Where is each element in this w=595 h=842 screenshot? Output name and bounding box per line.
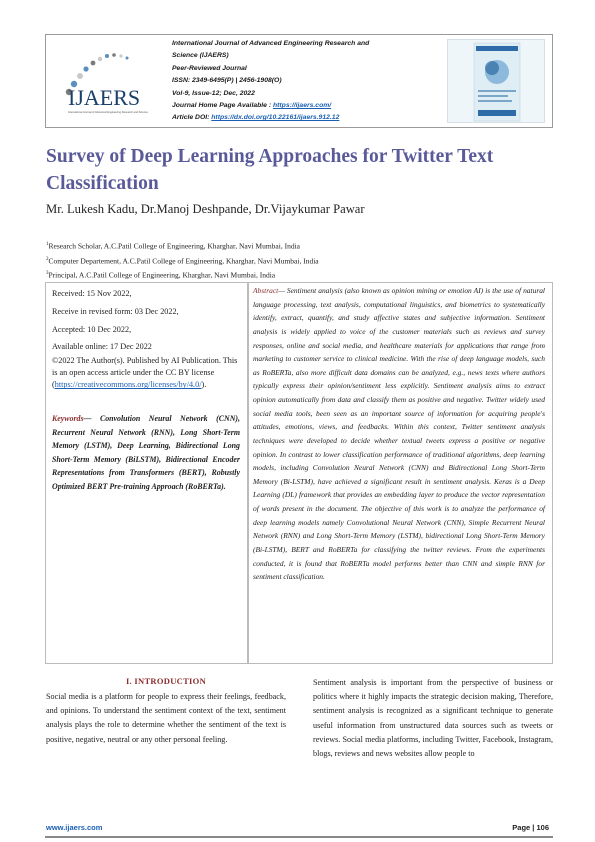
received-date: Received: 15 Nov 2022, [52, 289, 132, 298]
keywords-label: Keywords [52, 414, 84, 423]
paper-authors: Mr. Lukesh Kadu, Dr.Manoj Deshpande, Dr.Vijaykumar Pawar [46, 202, 365, 216]
introduction-column-2: Sentiment analysis is important from the perspective of business or politics where it highly impacts the strategic decision making, Therefore, sentiment analysis is recognized as a significant technique to generate useful information from unstructured data sources such as tweets or reviews. Social media platforms, including Twitter, Facebook, Instagram, blogs, reviews and news websites allow people to [313, 678, 553, 759]
affiliation-item: $^2$Computer Departement, A.C.Patil College of Engineering, Kharghar, Navi Mumbai, India [46, 256, 319, 266]
doi-link[interactable]: https://dx.doi.org/10.22161/ijaers.912.12 [211, 114, 340, 122]
footer-divider [45, 836, 553, 838]
introduction-column-1: Social media is a platform for people to express their feelings, feedback, and opinions. To understand the sentiment context of the text, sentiment analysis plays the role to determine whether the sentiment of the text is positive, negative, neutral or any other personal feeling. [46, 692, 286, 744]
journal-info [172, 38, 442, 125]
license-text: ©2022 The Author(s). Published by AI Publication. This is an open access article under the CC BY license [52, 356, 238, 378]
doi-label: Article DOI: [172, 114, 212, 122]
accepted-date: Accepted: 10 Dec 2022, [52, 324, 132, 334]
keywords-text: — Convolution Neural Network (CNN), Recurrent Neural Network (RNN), Long Short-Term Memory (LSTM), Deep Learning, Bidirectional Long Short-Term Memory (BiLSTM), Bidirectional Encoder Representations from Transformers (BERT), Robustly Optimized BERT Pre-training Approach (RoBERTa). [52, 414, 240, 491]
license-notice: ©2022 The Author(s). Published by AI Publication. This is an open access article under the CC BY license (https://creativecommons.org/licenses/by/4.0/). [52, 356, 238, 390]
volume-line: Vol-9, Issue-12; Dec, 2022 [172, 89, 255, 97]
page-number: Page | 106 [512, 823, 549, 832]
article-dates [52, 285, 244, 356]
affiliation-item: $^1$Research Scholar, A.C.Patil College of Engineering, Kharghar, Navi Mumbai, India [46, 241, 300, 251]
home-page-label: Journal Home Page Available : [172, 102, 273, 110]
abstract-label: Abstract [253, 286, 279, 295]
online-date: Available online: 17 Dec 2022 [52, 342, 152, 352]
logo-tagline: International Journal of Advanced Engineering Research and Science [68, 111, 148, 114]
journal-logo [60, 42, 152, 120]
journal-name-line2: Science (IJAERS) [172, 52, 229, 60]
journal-cover-image [447, 39, 545, 123]
journal-name-line1: International Journal of Advanced Engineering Research and [172, 40, 370, 47]
issn-line: ISSN: 2349-6495(P) | 2456-1908(O) [172, 77, 282, 85]
peer-reviewed-label: Peer-Reviewed Journal [172, 64, 247, 72]
home-page-line [172, 100, 442, 112]
logo-wordmark: IJAERS [68, 85, 141, 110]
keywords [52, 412, 240, 494]
affiliations [46, 238, 319, 282]
affiliation-item: $^3$Principal, A.C.Patil College of Engineering, Kharghar, Navi Mumbai, India [46, 270, 276, 280]
revised-date: Receive in revised form: 03 Dec 2022, [52, 306, 179, 316]
introduction-heading: I. INTRODUCTION [125, 676, 207, 686]
abstract-text: — Sentiment analysis (also known as opinion mining or emotion AI) is the use of natural language processing, text analysis, computational linguistics, and biometrics to systematically identify, extract, quantify, and study affective states and subjective information. Sentiment analysis is widely applied to voice of the customer materials such as reviews and survey responses, online and social media, and healthcare materials for applications that range from marketing to customer service to clinical medicine. With the rise of deep language models, such as RoBERTa, also more difficult data domains can be analyzed, e.g., news texts where authors typically express their opinion/sentiment less explicitly. Sentiment analysis aims to extract opinion automatically from data and classify them as positive and negative. Twitter widely used social media tools, been seen as an important source of information for acquiring people's attitudes, emotions, views, and feedbacks. Within this context, Twitter sentiment analysis techniques were developed to decide whether textual tweets express a positive or negative opinion. In contrast to lower classification performance of traditional algorithms, deep learning models, including Convolution Neural Network (CNN) and Bidirectional Long Short-Term Memory (Bi-LSTM), have achieved a significant result in sentiment analysis. Keras is a Deep Learning (DL) framework that provides an embedding layer to produce the vector representation of words present in the document. The objective of this work is to analyze the performance of deep learning models namely Convolutional Neural Network (CNN), Simple Recurrent Neural Network (RNN) and Long Short-Term Memory (LSTM), bidirectional Long Short-Term Memory (Bi-LSTM), BERT and RoBERTa for classifying the twitter reviews. From the experiments conducted, it is found that RoBERTa model performs better than CNN and simple RNN for sentiment classification. [253, 286, 545, 582]
doi-line [172, 112, 442, 124]
license-link[interactable]: https://creativecommons.org/licenses/by/4.0/ [54, 380, 202, 390]
abstract [253, 284, 545, 584]
home-page-link[interactable]: https://ijaers.com/ [272, 102, 332, 110]
footer-website-link[interactable]: www.ijaers.com [46, 823, 103, 832]
paper-title: Survey of Deep Learning Approaches for Twitter Text Classification [46, 146, 494, 194]
